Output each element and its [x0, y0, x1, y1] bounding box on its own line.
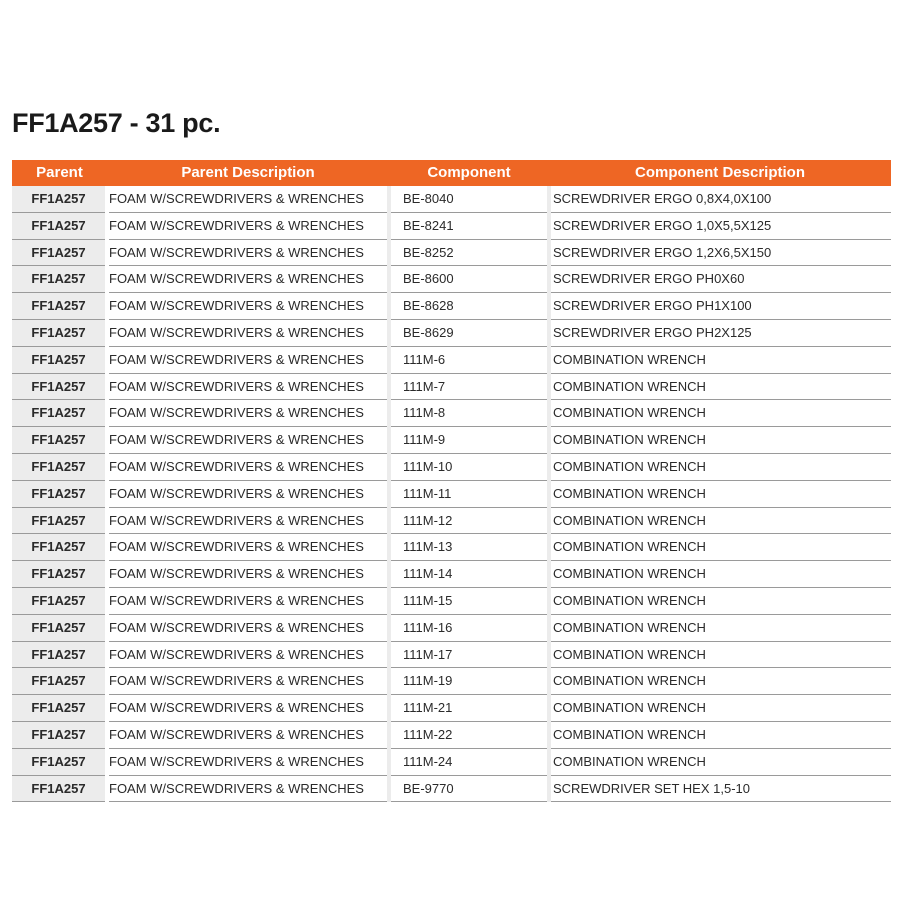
cell-component: 111M-21 [389, 695, 549, 722]
cell-parent-description: FOAM W/SCREWDRIVERS & WRENCHES [107, 721, 389, 748]
cell-parent-description: FOAM W/SCREWDRIVERS & WRENCHES [107, 480, 389, 507]
cell-component: BE-8252 [389, 239, 549, 266]
table-body [12, 186, 891, 802]
cell-component-description: COMBINATION WRENCH [549, 507, 891, 534]
cell-component: 111M-14 [389, 561, 549, 588]
cell-component-description: SCREWDRIVER ERGO PH0X60 [549, 266, 891, 293]
cell-parent: FF1A257 [12, 373, 107, 400]
cell-component-description: COMBINATION WRENCH [549, 587, 891, 614]
cell-component-description: SCREWDRIVER SET HEX 1,5-10 [549, 775, 891, 802]
cell-component: 111M-15 [389, 587, 549, 614]
cell-component: BE-9770 [389, 775, 549, 802]
cell-component: 111M-17 [389, 641, 549, 668]
cell-parent-description: FOAM W/SCREWDRIVERS & WRENCHES [107, 293, 389, 320]
table-row [12, 721, 891, 748]
cell-component-description: COMBINATION WRENCH [549, 427, 891, 454]
cell-component: BE-8629 [389, 319, 549, 346]
table-row [12, 373, 891, 400]
cell-component: BE-8040 [389, 186, 549, 212]
cell-component: 111M-16 [389, 614, 549, 641]
cell-component: 111M-19 [389, 668, 549, 695]
cell-parent-description: FOAM W/SCREWDRIVERS & WRENCHES [107, 186, 389, 212]
cell-parent: FF1A257 [12, 695, 107, 722]
cell-parent-description: FOAM W/SCREWDRIVERS & WRENCHES [107, 507, 389, 534]
cell-parent-description: FOAM W/SCREWDRIVERS & WRENCHES [107, 346, 389, 373]
cell-parent-description: FOAM W/SCREWDRIVERS & WRENCHES [107, 695, 389, 722]
cell-parent-description: FOAM W/SCREWDRIVERS & WRENCHES [107, 614, 389, 641]
header-parent-description: Parent Description [181, 164, 315, 181]
cell-parent: FF1A257 [12, 587, 107, 614]
cell-parent: FF1A257 [12, 534, 107, 561]
cell-parent-description: FOAM W/SCREWDRIVERS & WRENCHES [107, 641, 389, 668]
cell-component: 111M-7 [389, 373, 549, 400]
cell-parent-description: FOAM W/SCREWDRIVERS & WRENCHES [107, 534, 389, 561]
cell-component: 111M-6 [389, 346, 549, 373]
cell-component: 111M-13 [389, 534, 549, 561]
cell-parent: FF1A257 [12, 775, 107, 802]
cell-parent: FF1A257 [12, 507, 107, 534]
table-row [12, 614, 891, 641]
page-title: FF1A257 - 31 pc. [12, 108, 221, 138]
cell-parent-description: FOAM W/SCREWDRIVERS & WRENCHES [107, 748, 389, 775]
cell-parent-description: FOAM W/SCREWDRIVERS & WRENCHES [107, 373, 389, 400]
cell-parent-description: FOAM W/SCREWDRIVERS & WRENCHES [107, 400, 389, 427]
cell-component: 111M-12 [389, 507, 549, 534]
cell-component-description: COMBINATION WRENCH [549, 561, 891, 588]
table-row [12, 668, 891, 695]
table-row [12, 587, 891, 614]
cell-component-description: COMBINATION WRENCH [549, 614, 891, 641]
cell-component-description: COMBINATION WRENCH [549, 748, 891, 775]
cell-component-description: COMBINATION WRENCH [549, 480, 891, 507]
cell-component-description: SCREWDRIVER ERGO 1,0X5,5X125 [549, 212, 891, 239]
cell-parent: FF1A257 [12, 293, 107, 320]
cell-parent: FF1A257 [12, 748, 107, 775]
table-row [12, 775, 891, 802]
table-row [12, 695, 891, 722]
cell-component-description: SCREWDRIVER ERGO PH2X125 [549, 319, 891, 346]
cell-parent: FF1A257 [12, 721, 107, 748]
table-row [12, 453, 891, 480]
cell-component-description: COMBINATION WRENCH [549, 721, 891, 748]
cell-component: BE-8628 [389, 293, 549, 320]
parts-table [12, 160, 891, 802]
cell-component: 111M-9 [389, 427, 549, 454]
header-parent: Parent [36, 164, 83, 181]
cell-component: 111M-24 [389, 748, 549, 775]
header-component-description: Component Description [634, 164, 805, 181]
table-row [12, 212, 891, 239]
cell-parent-description: FOAM W/SCREWDRIVERS & WRENCHES [107, 561, 389, 588]
table-row [12, 266, 891, 293]
cell-parent: FF1A257 [12, 641, 107, 668]
cell-component-description: COMBINATION WRENCH [549, 346, 891, 373]
cell-parent-description: FOAM W/SCREWDRIVERS & WRENCHES [107, 587, 389, 614]
table-row [12, 319, 891, 346]
cell-component-description: SCREWDRIVER ERGO 0,8X4,0X100 [549, 186, 891, 212]
cell-parent: FF1A257 [12, 453, 107, 480]
cell-parent: FF1A257 [12, 266, 107, 293]
cell-component-description: COMBINATION WRENCH [549, 641, 891, 668]
cell-component-description: COMBINATION WRENCH [549, 453, 891, 480]
table-row [12, 480, 891, 507]
cell-parent: FF1A257 [12, 480, 107, 507]
cell-component: 111M-22 [389, 721, 549, 748]
cell-parent: FF1A257 [12, 561, 107, 588]
cell-parent: FF1A257 [12, 614, 107, 641]
cell-component-description: COMBINATION WRENCH [549, 400, 891, 427]
table-row [12, 346, 891, 373]
cell-parent: FF1A257 [12, 186, 107, 212]
cell-parent-description: FOAM W/SCREWDRIVERS & WRENCHES [107, 266, 389, 293]
cell-component-description: COMBINATION WRENCH [549, 695, 891, 722]
cell-parent: FF1A257 [12, 400, 107, 427]
cell-component-description: COMBINATION WRENCH [549, 668, 891, 695]
cell-component-description: COMBINATION WRENCH [549, 534, 891, 561]
table-row [12, 748, 891, 775]
cell-parent: FF1A257 [12, 319, 107, 346]
table-row [12, 427, 891, 454]
cell-parent: FF1A257 [12, 427, 107, 454]
cell-parent: FF1A257 [12, 668, 107, 695]
cell-component: 111M-11 [389, 480, 549, 507]
cell-parent-description: FOAM W/SCREWDRIVERS & WRENCHES [107, 319, 389, 346]
cell-parent: FF1A257 [12, 212, 107, 239]
cell-component: BE-8600 [389, 266, 549, 293]
table-row [12, 239, 891, 266]
table-row [12, 400, 891, 427]
cell-parent-description: FOAM W/SCREWDRIVERS & WRENCHES [107, 668, 389, 695]
table-header-row [12, 160, 891, 186]
cell-parent-description: FOAM W/SCREWDRIVERS & WRENCHES [107, 239, 389, 266]
cell-parent-description: FOAM W/SCREWDRIVERS & WRENCHES [107, 453, 389, 480]
cell-component: BE-8241 [389, 212, 549, 239]
table-row [12, 534, 891, 561]
table-row [12, 641, 891, 668]
cell-parent-description: FOAM W/SCREWDRIVERS & WRENCHES [107, 427, 389, 454]
cell-component: 111M-10 [389, 453, 549, 480]
cell-parent-description: FOAM W/SCREWDRIVERS & WRENCHES [107, 212, 389, 239]
cell-component: 111M-8 [389, 400, 549, 427]
cell-component-description: SCREWDRIVER ERGO PH1X100 [549, 293, 891, 320]
header-component: Component [427, 164, 511, 181]
cell-parent: FF1A257 [12, 346, 107, 373]
table-row [12, 561, 891, 588]
table-row [12, 186, 891, 212]
table-row [12, 507, 891, 534]
table-row [12, 293, 891, 320]
cell-parent: FF1A257 [12, 239, 107, 266]
cell-parent-description: FOAM W/SCREWDRIVERS & WRENCHES [107, 775, 389, 802]
cell-component-description: COMBINATION WRENCH [549, 373, 891, 400]
cell-component-description: SCREWDRIVER ERGO 1,2X6,5X150 [549, 239, 891, 266]
